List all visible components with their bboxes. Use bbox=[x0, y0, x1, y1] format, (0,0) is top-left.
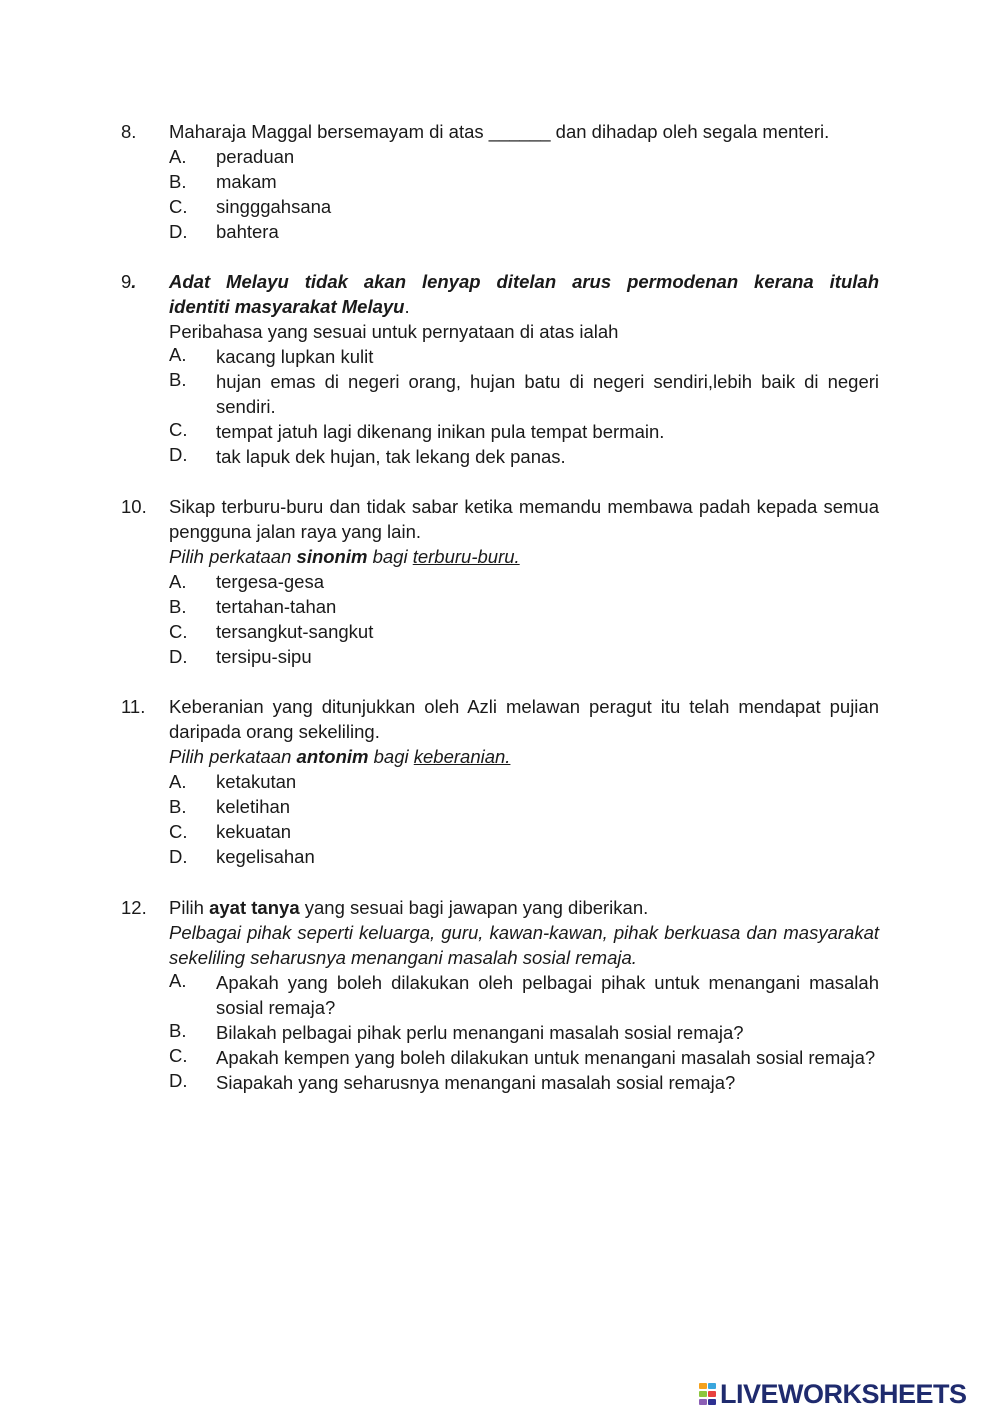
question-instruction: Peribahasa yang sesuai untuk pernyataan di atas ialah bbox=[169, 321, 619, 342]
logo-text: LIVEWORKSHEETS bbox=[720, 1379, 967, 1409]
option-a[interactable] bbox=[169, 144, 879, 169]
option-c[interactable] bbox=[169, 619, 879, 644]
option-c[interactable] bbox=[169, 1045, 879, 1070]
question-stem: Pilih ayat tanya yang sesuai bagi jawapan yang diberikan. bbox=[169, 897, 649, 918]
option-text: singggahsana bbox=[216, 196, 332, 217]
question-stem: Sikap terburu-buru dan tidak sabar ketika memandu membawa padah kepada semua pengguna jalan raya yang lain. bbox=[169, 496, 879, 542]
option-letter: C. bbox=[169, 621, 188, 642]
option-c[interactable] bbox=[169, 819, 879, 844]
question-10 bbox=[121, 494, 879, 669]
question-12 bbox=[121, 895, 879, 1095]
option-letter: D. bbox=[169, 221, 188, 242]
option-letter: A. bbox=[169, 970, 187, 991]
logo-square bbox=[699, 1399, 707, 1405]
logo-square bbox=[708, 1399, 716, 1405]
option-b[interactable] bbox=[169, 594, 879, 619]
option-letter: D. bbox=[169, 444, 188, 465]
logo-icon bbox=[699, 1383, 717, 1405]
given-answer: Pelbagai pihak seperti keluarga, guru, kawan-kawan, pihak berkuasa dan masyarakat sekeliling seharusnya menangani masalah sosial remaja. bbox=[169, 922, 879, 968]
logo-square bbox=[699, 1383, 707, 1389]
option-text: tertahan-tahan bbox=[216, 596, 337, 617]
option-text: hujan emas di negeri orang, hujan batu di negeri sendiri,lebih baik di negeri sendiri. bbox=[216, 371, 879, 417]
option-letter: C. bbox=[169, 196, 188, 217]
option-text: kacang lupkan kulit bbox=[216, 346, 374, 367]
liveworksheets-logo[interactable] bbox=[699, 1381, 967, 1407]
question-instruction: Pilih perkataan sinonim bagi terburu-buru. bbox=[169, 546, 520, 567]
option-b[interactable] bbox=[169, 169, 879, 194]
option-letter: D. bbox=[169, 846, 188, 867]
option-letter: A. bbox=[169, 571, 187, 592]
option-letter: C. bbox=[169, 821, 188, 842]
option-letter: B. bbox=[169, 369, 187, 390]
question-stem: Keberanian yang ditunjukkan oleh Azli melawan peragut itu telah mendapat pujian daripada orang sekeliling. bbox=[169, 696, 879, 742]
question-11 bbox=[121, 694, 879, 869]
option-letter: B. bbox=[169, 171, 187, 192]
option-text: Siapakah yang seharusnya menangani masalah sosial remaja? bbox=[216, 1072, 736, 1093]
option-c[interactable] bbox=[169, 194, 879, 219]
question-instruction: Pilih perkataan antonim bagi keberanian. bbox=[169, 746, 511, 767]
option-letter: D. bbox=[169, 646, 188, 667]
option-b[interactable] bbox=[169, 794, 879, 819]
question-number: 10. bbox=[121, 496, 147, 517]
option-text: tergesa-gesa bbox=[216, 571, 324, 592]
logo-square bbox=[708, 1383, 716, 1389]
option-text: tak lapuk dek hujan, tak lekang dek panas. bbox=[216, 446, 566, 467]
option-d[interactable] bbox=[169, 219, 879, 244]
option-b[interactable] bbox=[169, 369, 879, 419]
option-letter: B. bbox=[169, 796, 187, 817]
question-stem: Maharaja Maggal bersemayam di atas ______ dan dihadap oleh segala menteri. bbox=[169, 121, 830, 142]
option-text: ketakutan bbox=[216, 771, 297, 792]
option-d[interactable] bbox=[169, 1070, 879, 1095]
question-9 bbox=[121, 269, 879, 469]
option-text: keletihan bbox=[216, 796, 291, 817]
option-d[interactable] bbox=[169, 644, 879, 669]
question-number: 11. bbox=[121, 696, 146, 717]
logo-square bbox=[699, 1391, 707, 1397]
option-a[interactable] bbox=[169, 569, 879, 594]
option-letter: D. bbox=[169, 1070, 188, 1091]
question-number: 8. bbox=[121, 121, 137, 142]
option-text: Apakah kempen yang boleh dilakukan untuk menangani masalah sosial remaja? bbox=[216, 1047, 876, 1068]
option-b[interactable] bbox=[169, 1020, 879, 1045]
option-text: kekuatan bbox=[216, 821, 292, 842]
option-letter: B. bbox=[169, 1020, 187, 1041]
option-text: peraduan bbox=[216, 146, 295, 167]
option-letter: B. bbox=[169, 596, 187, 617]
option-text: tempat jatuh lagi dikenang inikan pula tempat bermain. bbox=[216, 421, 665, 442]
option-a[interactable] bbox=[169, 970, 879, 1020]
option-d[interactable] bbox=[169, 844, 879, 869]
option-letter: C. bbox=[169, 419, 188, 440]
option-letter: C. bbox=[169, 1045, 188, 1066]
option-letter: A. bbox=[169, 344, 187, 365]
option-text: kegelisahan bbox=[216, 846, 315, 867]
option-letter: A. bbox=[169, 146, 187, 167]
question-number: 12. bbox=[121, 897, 147, 918]
question-number: 9. bbox=[121, 271, 137, 292]
question-stem-line-2: identiti masyarakat Melayu. bbox=[169, 296, 410, 317]
question-stem-line-1: Adat Melayu tidak akan lenyap ditelan arus permodenan kerana itulah bbox=[169, 271, 879, 292]
option-text: Bilakah pelbagai pihak perlu menangani masalah sosial remaja? bbox=[216, 1022, 744, 1043]
option-c[interactable] bbox=[169, 419, 879, 444]
option-text: tersangkut-sangkut bbox=[216, 621, 374, 642]
option-text: tersipu-sipu bbox=[216, 646, 312, 667]
option-text: bahtera bbox=[216, 221, 279, 242]
option-a[interactable] bbox=[169, 769, 879, 794]
question-8 bbox=[121, 119, 879, 244]
option-text: Apakah yang boleh dilakukan oleh pelbagai pihak untuk menangani masalah sosial remaja? bbox=[216, 972, 879, 1018]
logo-square bbox=[708, 1391, 716, 1397]
option-a[interactable] bbox=[169, 344, 879, 369]
option-text: makam bbox=[216, 171, 277, 192]
option-d[interactable] bbox=[169, 444, 879, 469]
option-letter: A. bbox=[169, 771, 187, 792]
